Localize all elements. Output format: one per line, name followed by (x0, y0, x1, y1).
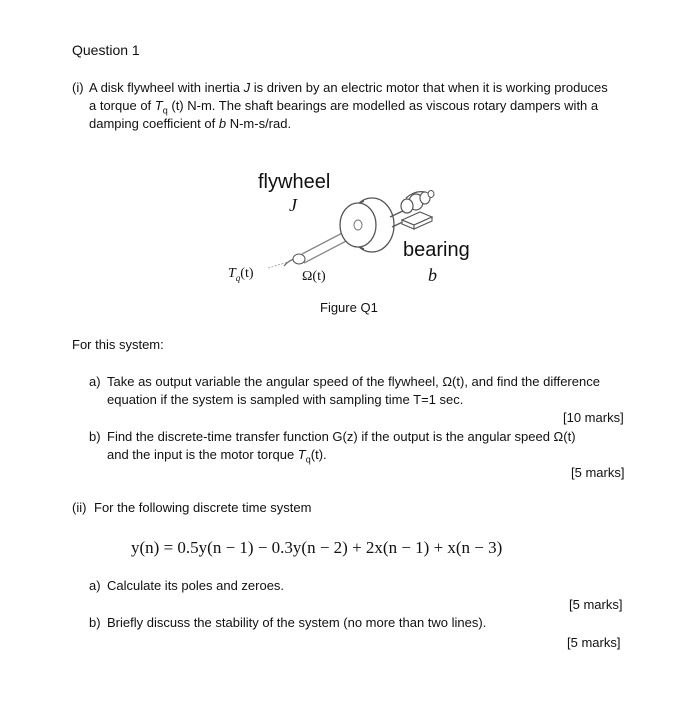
q-i-b-line-2-pre: and the input is the motor torque (107, 447, 298, 462)
inertia-label: J (289, 195, 297, 215)
torque-subscript: q (162, 105, 168, 116)
part-i-line-1-pre: A disk flywheel with inertia (89, 80, 244, 95)
shaft-tip (428, 191, 434, 198)
q-ii-b-text: Briefly discuss the stability of the system (no more than two lines). (107, 615, 487, 630)
q-i-b-torque-symbol: T (297, 447, 306, 462)
damping-symbol: b (218, 116, 227, 131)
torque-label-arg: (t) (240, 266, 254, 281)
q-i-b-torque-sub: q (305, 454, 311, 465)
question-heading: Question 1 (72, 42, 140, 58)
torque-symbol: T (154, 98, 163, 113)
figure-caption: Figure Q1 (320, 300, 378, 315)
q-i-a-line-1: Take as output variable the angular speed of the flywheel, Ω(t), and find the difference (107, 374, 600, 389)
q-ii-b-label: b) (89, 615, 101, 630)
bearing-housing-front (401, 199, 413, 213)
left-shaft-end (293, 254, 305, 264)
flywheel-hub (354, 220, 362, 230)
part-i-line-1 (89, 79, 608, 97)
part-i-line-2-post: (t) N-m. The shaft bearings are modelled as viscous rotary dampers with a (167, 98, 599, 113)
inertia-symbol: J (243, 80, 251, 95)
part-i-line-2-pre: a torque of (89, 98, 155, 113)
q-i-b-line-1: Find the discrete-time transfer function G(z) if the output is the angular speed Ω(t) (107, 429, 576, 444)
torque-label-sub: q (235, 272, 241, 283)
damping-label: b (428, 265, 437, 285)
torque-label-symbol: T (228, 266, 236, 281)
difference-equation: y(n) = 0.5y(n − 1) − 0.3y(n − 2) + 2x(n − 1) + x(n − 3) (131, 538, 503, 557)
part-i-line-1-post: is driven by an electric motor that when it is working produces (250, 80, 608, 95)
q-i-a-label: a) (89, 374, 101, 389)
part-ii-label: (ii) (72, 500, 87, 515)
q-i-b-marks: [5 marks] (571, 465, 625, 480)
intro-text: For this system: (72, 337, 164, 352)
part-i-line-3-post: N-m-s/rad. (226, 116, 292, 131)
q-i-b-label: b) (89, 429, 101, 444)
q-ii-a-text: Calculate its poles and zeroes. (107, 578, 285, 593)
q-ii-a-marks: [5 marks] (569, 597, 623, 612)
part-i-line-3-pre: damping coefficient of (89, 116, 219, 131)
q-ii-a-label: a) (89, 578, 101, 593)
q-i-b-line-2-post: (t). (310, 447, 327, 462)
q-i-a-marks: [10 marks] (563, 410, 624, 425)
part-ii-intro: For the following discrete time system (94, 500, 312, 515)
figure-q1 (220, 165, 510, 325)
flywheel-label: flywheel (258, 171, 331, 193)
q-ii-b-marks: [5 marks] (567, 635, 621, 650)
part-i-line-3 (89, 115, 291, 133)
q-i-a-line-2: equation if the system is sampled with sampling time T=1 sec. (107, 392, 464, 407)
part-i-label: (i) (72, 80, 84, 95)
bearing-label: bearing (403, 239, 470, 261)
speed-label: Ω(t) (302, 269, 326, 284)
q-i-b-line-2 (107, 446, 327, 469)
